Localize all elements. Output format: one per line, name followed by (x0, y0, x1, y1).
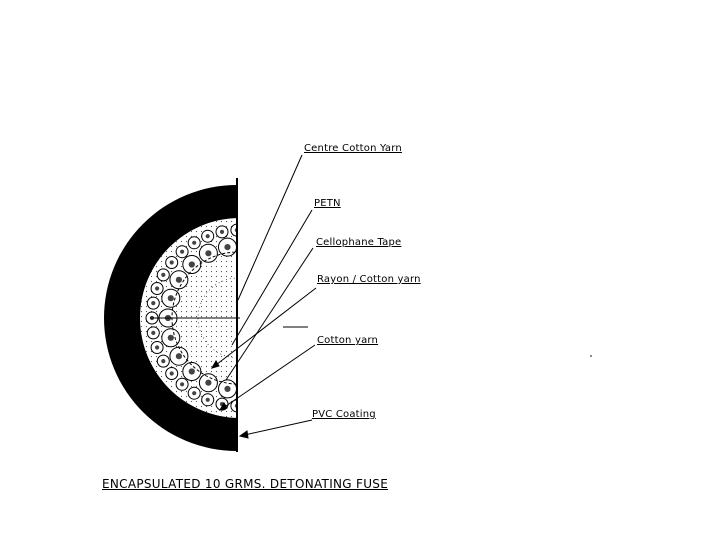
outer-yarn-circle-core (206, 398, 210, 402)
rayon-yarn-circle-core (205, 250, 211, 256)
diagram-caption: ENCAPSULATED 10 GRMS. DETONATING FUSE (102, 477, 389, 491)
arrowhead-pvc (240, 431, 248, 438)
outer-yarn-circle-core (170, 371, 174, 375)
outer-yarn-circle-core (161, 273, 165, 277)
outer-yarn-circle-core (192, 391, 196, 395)
leader-petn (232, 210, 312, 345)
label-centre-cotton-yarn: Centre Cotton Yarn (304, 143, 402, 154)
label-cotton-yarn: Cotton yarn (317, 335, 379, 346)
outer-yarn-circle-core (161, 359, 165, 363)
label-petn: PETN (314, 198, 341, 209)
rayon-yarn-circle-core (224, 386, 230, 392)
rayon-yarn-circle-core (189, 261, 195, 267)
outer-yarn-circle-core (151, 301, 155, 305)
leader-centre-cotton-yarn (238, 155, 302, 300)
outer-yarn-circle-core (170, 260, 174, 264)
outer-yarn-circle-core (180, 382, 184, 386)
outer-yarn-circle-core (155, 286, 159, 290)
outer-yarn-circle-core (192, 241, 196, 245)
stray-dot (590, 355, 592, 357)
leader-cellophane-tape (226, 248, 313, 380)
label-rayon-cotton-yarn: Rayon / Cotton yarn (317, 274, 421, 285)
outer-yarn-circle-core (151, 331, 155, 335)
outer-yarn-circle-core (206, 234, 210, 238)
label-pvc-coating: PVC Coating (312, 409, 376, 420)
rayon-yarn-circle-core (224, 244, 230, 250)
label-cellophane-tape: Cellophane Tape (316, 237, 402, 248)
rayon-yarn-circle-core (176, 353, 182, 359)
outer-yarn-circle-core (180, 250, 184, 254)
rayon-yarn-circle-core (176, 277, 182, 283)
rayon-yarn-circle-core (205, 380, 211, 386)
leader-pvc-coating (240, 420, 312, 436)
rayon-yarn-circle-core (168, 335, 174, 341)
outer-yarn-circle-core (155, 345, 159, 349)
rayon-yarn-circle-core (168, 295, 174, 301)
rayon-yarn-circle-core (189, 368, 195, 374)
outer-yarn-circle-core (220, 230, 224, 234)
